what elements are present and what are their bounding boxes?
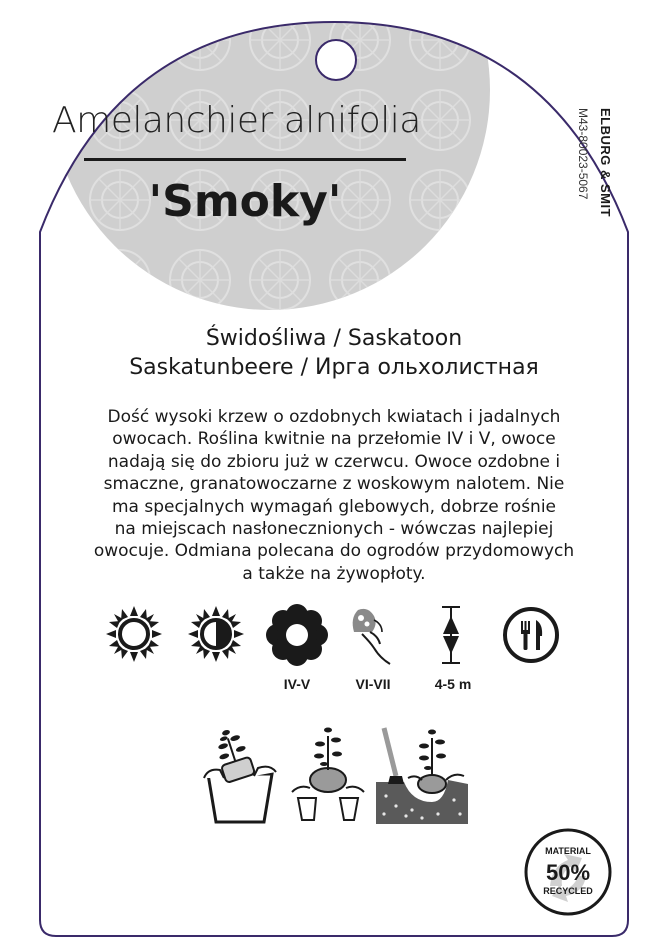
common-names-line-1: Świdośliwa / Saskatoon [205, 326, 463, 351]
height-arrow-icon [436, 604, 466, 666]
product-code: M43-80023-5067 [576, 108, 590, 200]
recycled-material-badge [522, 826, 614, 918]
description-line: smaczne, granatowoczarne z woskowym nalotem. Nie [103, 474, 565, 495]
hanging-hole [316, 40, 356, 80]
height-label: 4-5 m [434, 676, 472, 692]
badge-top-text: MATERIAL [545, 846, 591, 856]
common-names-line-2: Saskatunbeere / Ирга ольхолистная [129, 355, 539, 380]
planting-step-2-unpot-icon [288, 722, 368, 826]
description [44, 406, 624, 585]
badge-bottom-text: RECYCLED [543, 886, 593, 896]
flowering-period-label: IV-V [283, 676, 311, 692]
description-line: owocuje. Odmiana polecana do ogrodów przydomowych [93, 541, 575, 562]
description-line: na miejscach nasłonecznionych - wówczas najlepiej [114, 519, 554, 540]
badge-percent: 50% [545, 860, 591, 885]
planting-step-3-plant-icon [372, 718, 472, 828]
half-shade-icon [186, 604, 246, 664]
harvest-period-label: VI-VII [355, 676, 391, 692]
description-line: Dość wysoki krzew o ozdobnych kwiatach i jadalnych [107, 407, 561, 427]
title-divider [84, 158, 406, 161]
cultivar-name: 'Smoky' [148, 176, 342, 227]
description-line: ma specjalnych wymagań glebowych, dobrze rośnie [111, 496, 557, 517]
brand-name: ELBURG & SMIT [598, 108, 613, 218]
description-line: nadają się do zbioru już w czerwcu. Owoce ozdobne i [107, 451, 561, 472]
planting-step-1-pot-icon [200, 722, 280, 826]
sun-icon [104, 604, 164, 664]
common-names [0, 324, 668, 382]
fruit-harvest-icon [348, 602, 398, 666]
description-line: a także na żywopłoty. [242, 563, 426, 584]
flower-icon [266, 604, 328, 666]
description-line: owocach. Roślina kwitnie na przełomie IV i V, owoce [112, 429, 556, 450]
latin-name: Amelanchier alnifolia [52, 100, 421, 141]
edible-icon [502, 606, 560, 664]
